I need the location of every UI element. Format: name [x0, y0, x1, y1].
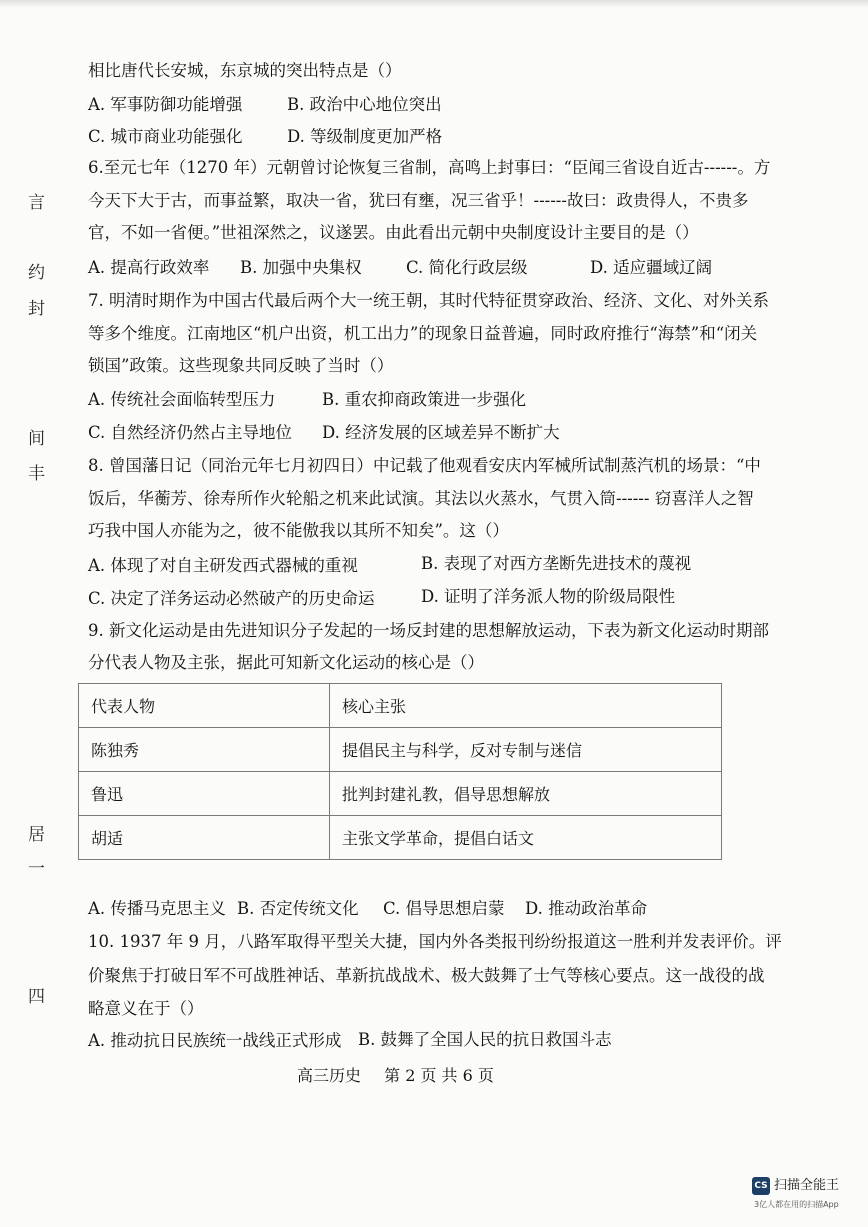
- q8-option-c: C. 决定了洋务运动必然破产的历史命运: [88, 589, 375, 608]
- table-header-cell: 代表人物: [79, 684, 330, 728]
- q8-line: 饭后，华蘅芳、徐寿所作火轮船之机来此试演。其法以火蒸水，气贯入筒------ 窃喜洋人之智: [88, 489, 754, 508]
- margin-char: 封: [28, 299, 45, 319]
- q10-option-b: B. 鼓舞了全国人民的抗日救国斗志: [358, 1030, 612, 1049]
- q5-option-b: B. 政治中心地位突出: [287, 95, 442, 114]
- q5-option-d: D. 等级制度更加严格: [287, 127, 443, 146]
- q6-option-a: A. 提高行政效率: [88, 258, 210, 277]
- q5-option-a: A. 军事防御功能增强: [88, 95, 243, 114]
- q5-stem: 相比唐代长安城，东京城的突出特点是（）: [88, 61, 402, 80]
- q8-option-a: A. 体现了对自主研发西式器械的重视: [88, 556, 358, 575]
- q6-option-d: D. 适应疆域辽阔: [590, 258, 713, 277]
- table-cell: 提倡民主与科学，反对专制与迷信: [330, 728, 722, 772]
- q9-option-c: C. 倡导思想启蒙: [383, 899, 505, 918]
- table-row: [79, 816, 722, 860]
- footer-page-number: 第 2 页 共 6 页: [384, 1066, 494, 1085]
- q9-line: 分代表人物及主张，据此可知新文化运动的核心是（）: [88, 653, 484, 672]
- table-row: [79, 772, 722, 816]
- q10-option-a: A. 推动抗日民族统一战线正式形成: [88, 1031, 342, 1050]
- q9-option-d: D. 推动政治革命: [525, 899, 648, 918]
- table-cell: 主张文学革命，提倡白话文: [330, 816, 722, 860]
- q7-option-c: C. 自然经济仍然占主导地位: [88, 423, 293, 442]
- table-cell: 陈独秀: [79, 728, 330, 772]
- q8-option-b: B. 表现了对西方垄断先进技术的蔑视: [421, 554, 692, 573]
- table-cell: 批判封建礼教，倡导思想解放: [330, 772, 722, 816]
- margin-char: 间: [28, 429, 45, 449]
- q8-line: 巧我中国人亦能为之，彼不能傲我以其所不知矣”。这（）: [88, 521, 509, 540]
- table-row: [79, 728, 722, 772]
- q7-option-d: D. 经济发展的区域差异不断扩大: [322, 423, 560, 442]
- margin-char: 约: [28, 263, 45, 283]
- scanner-watermark: [752, 1177, 860, 1221]
- q6-line: 6.至元七年（1270 年）元朝曾讨论恢复三省制，高鸣上封事曰：“臣闻三省设自近古------。方: [88, 158, 771, 177]
- table-header-cell: 核心主张: [330, 684, 722, 728]
- q10-line: 10. 1937 年 9 月，八路军取得平型关大捷，国内外各类报刊纷纷报道这一胜利并发表评价。评: [88, 932, 782, 951]
- table-cell: 鲁迅: [79, 772, 330, 816]
- q6-line: 今天下大于古，而事益繁，取决一省，犹曰有壅，况三省乎！------故曰：政贵得人，不贵多: [88, 191, 749, 210]
- page-footer: [297, 1063, 512, 1086]
- q5-option-c: C. 城市商业功能强化: [88, 127, 243, 146]
- margin-char: 一: [28, 859, 45, 879]
- margin-char: 言: [28, 193, 45, 213]
- margin-char: 四: [28, 987, 45, 1007]
- scanner-app-name: 扫描全能王: [774, 1178, 840, 1193]
- q6-line: 官，不如一省便。”世祖深然之，议遂罢。由此看出元朝中央制度设计主要目的是（）: [88, 223, 699, 242]
- camscanner-icon: CS: [752, 1177, 770, 1195]
- q7-line: 锁国”政策。这些现象共同反映了当时（）: [88, 356, 394, 375]
- q8-option-d: D. 证明了洋务派人物的阶级局限性: [421, 587, 676, 606]
- scan-top-edge: [0, 0, 868, 8]
- q7-option-a: A. 传统社会面临转型压力: [88, 390, 276, 409]
- q9-table: [78, 683, 722, 860]
- q9-line: 9. 新文化运动是由先进知识分子发起的一场反封建的思想解放运动，下表为新文化运动时期部: [88, 621, 769, 640]
- margin-char: 丰: [28, 464, 45, 484]
- q7-option-b: B. 重农抑商政策进一步强化: [322, 390, 527, 409]
- margin-char: 居: [28, 825, 45, 845]
- table-header-row: [79, 684, 722, 728]
- q8-line: 8. 曾国藩日记（同治元年七月初四日）中记载了他观看安庆内军械所试制蒸汽机的场景：“中: [88, 456, 761, 475]
- scanner-tagline: 3亿人都在用的扫描App: [754, 1200, 839, 1209]
- q6-option-c: C. 简化行政层级: [406, 258, 528, 277]
- q9-option-b: B. 否定传统文化: [237, 899, 359, 918]
- q9-option-a: A. 传播马克思主义: [88, 899, 226, 918]
- footer-subject: 高三历史: [297, 1066, 362, 1085]
- q10-line: 价聚焦于打破日军不可战胜神话、革新抗战战术、极大鼓舞了士气等核心要点。这一战役的战: [88, 966, 765, 985]
- q7-line: 等多个维度。江南地区“机户出资，机工出力”的现象日益普遍，同时政府推行“海禁”和“闭关: [88, 324, 758, 343]
- q10-line: 略意义在于（）: [88, 999, 204, 1018]
- q7-line: 7. 明清时期作为中国古代最后两个大一统王朝，其时代特征贯穿政治、经济、文化、对外关系: [88, 291, 769, 310]
- table-cell: 胡适: [79, 816, 330, 860]
- q6-option-b: B. 加强中央集权: [240, 258, 362, 277]
